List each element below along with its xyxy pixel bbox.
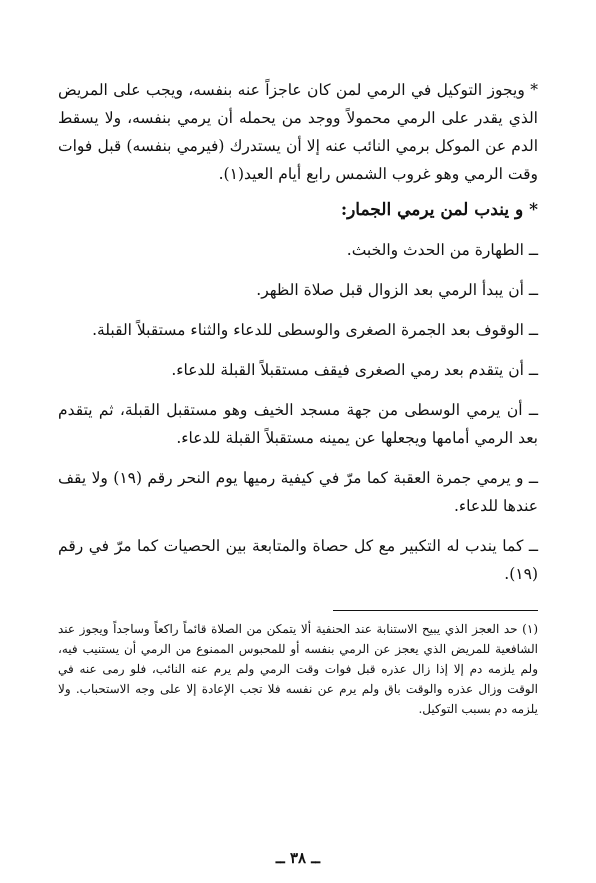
page-body bbox=[58, 76, 538, 883]
list-item: ــ و يرمي جمرة العقبة كما مرّ في كيفية رميها يوم النحر رقم (١٩) ولا يقف عندها للدعاء. bbox=[58, 469, 538, 515]
list-item: ــ كما يندب له التكبير مع كل حصاة والمتابعة بين الحصيات كما مرّ في رقم (١٩). bbox=[58, 537, 538, 583]
list-item: ــ أن يبدأ الرمي بعد الزوال قبل صلاة الظهر. bbox=[256, 281, 538, 299]
footnote: (١) حد العجز الذي يبيح الاستنابة عند الحنفية ألا يتمكن من الصلاة قائماً راكعاً وساجداً ويجوز عند الشافعية للمريض الذي يعجز عن الرمي بنفسه أو للمحبوس الممنوع من الرمي أن يستنيب فيه، ولم يلزمه دم إلا إذا زال عذره قبل فوات وقت الرمي ولم يرم عنه النائب، فلو رمى عنه في الوقت وزال عذره والوقت باق ولم يرم عن نفسه فلا تجب الإعادة إلا على وجه الاستحباب. ولا يلزمه دم بسبب التوكيل. bbox=[58, 622, 538, 716]
page-number: ــ ٣٨ ــ bbox=[275, 849, 321, 867]
list-item: ــ الوقوف بعد الجمرة الصغرى والوسطى للدعاء والثناء مستقبلاً القبلة. bbox=[92, 321, 538, 339]
list-item: ــ أن يتقدم بعد رمي الصغرى فيقف مستقبلاً القبلة للدعاء. bbox=[171, 361, 538, 379]
section-heading: * و يندب لمن يرمي الجمار: bbox=[340, 200, 538, 220]
paragraph-proxy-stoning: * ويجوز التوكيل في الرمي لمن كان عاجزاً عنه بنفسه، ويجب على المريض الذي يقدر على الرمي محمولاً ووجد من يحمله أن يرمي بنفسه، ولا يسقط الدم عن الموكل برمي النائب عنه إلا أن يستدرك (فيرمي بنفسه) قبل فوات وقت الرمي وهو غروب الشمس رابع أيام العيد(١). bbox=[58, 81, 538, 183]
list-item: ــ الطهارة من الحدث والخبث. bbox=[346, 241, 538, 259]
footnote-divider bbox=[333, 610, 538, 611]
list-item: ــ أن يرمي الوسطى من جهة مسجد الخيف وهو مستقبل القبلة، ثم يتقدم بعد الرمي أمامها ويجعلها عن يمينه مستقبلاً القبلة للدعاء. bbox=[58, 401, 538, 447]
